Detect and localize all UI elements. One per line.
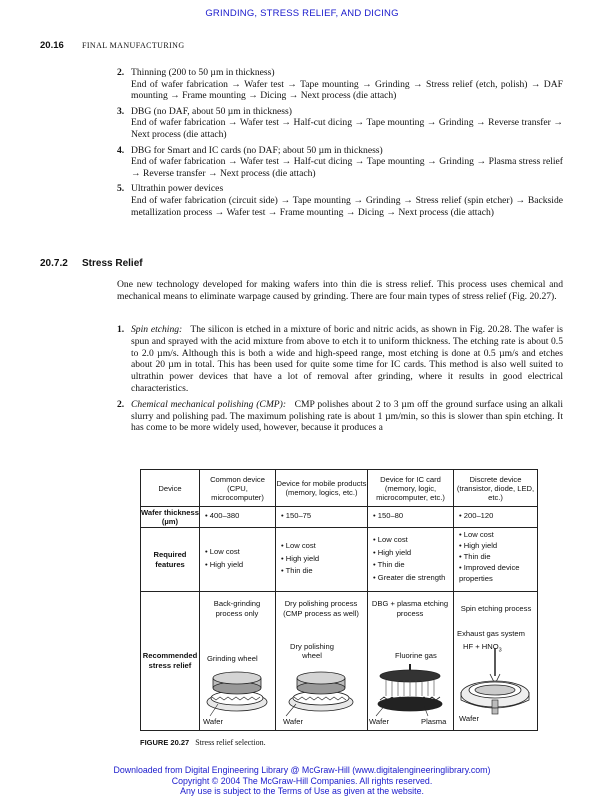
dry-polishing-wheel-label: Dry polishing wheel (290, 642, 334, 660)
list-item: 4. DBG for Smart and IC cards (no DAF; about 50 µm in thickness) End of wafer fabrication → Wafer test → Half-cut dicing → Tape mounting → Grinding → Plasma stress relief → Reverse transfer → Next process (die attach) (117, 144, 563, 179)
running-header: GRINDING, STRESS RELIEF, AND DICING (205, 8, 399, 19)
method-label: Dry polishing process (CMP process as well) (283, 599, 359, 618)
grinding-wheel-label: Grinding wheel (207, 654, 258, 663)
col-header: Common device (CPU, microcomputer) (210, 474, 265, 502)
wafer-label: Wafer (283, 717, 303, 726)
process-list (117, 67, 563, 222)
col-header: Device for mobile products (memory, logics, etc.) (276, 479, 367, 497)
footer-terms: Any use is subject to the Terms of Use as given at the website. (180, 786, 424, 796)
table-cell: • 200–120 (459, 510, 493, 523)
spin-etching-diagram (454, 646, 537, 718)
list-item: 5. Ultrathin power devices End of wafer fabrication (circuit side) → Tape mounting → Grinding → Stress relief (spin etcher) → Backside metallization process → Wafer test → Frame mounting → Dicing → Next process (die attach) (117, 183, 563, 218)
table-cell: • 150–80 (373, 510, 403, 523)
term: Spin etching: (131, 324, 183, 335)
method-label: Back-grinding process only (213, 599, 261, 618)
table-cell: • Low cost • High yield • Thin die • Improved device properties (459, 529, 537, 584)
section-number: 20.7.2 (40, 258, 68, 269)
figure-caption: FIGURE 20.27 Stress relief selection. (140, 738, 266, 747)
col-header: Device for IC card (memory, logic, microcomputer, etc.) (376, 474, 445, 502)
list-item: 2. Thinning (200 to 50 µm in thickness) End of wafer fabrication → Wafer test → Tape mounting → Grinding → Stress relief (etch, polish) → DAF mounting → Frame mounting → Dicing → Next process (die attach) (117, 67, 563, 102)
wafer-label: Wafer (203, 717, 223, 726)
section-intro: One new technology developed for making wafers into thin die is stress relief. This process uses chemical and mechanical means to eliminate warpage caused by grinding. There are four main types of stress relief (Fig. 20.27). (117, 279, 563, 302)
grinding-wheel-diagram (200, 664, 275, 722)
stress-relief-list (117, 324, 563, 438)
page-number: 20.16 (40, 40, 64, 51)
row-header: Recommended stress relief (142, 651, 198, 670)
exhaust-label: Exhaust gas system (457, 629, 525, 638)
term: Chemical mechanical polishing (CMP): (131, 398, 287, 410)
table-cell: • Low cost • High yield • Thin die • Greater die strength (373, 534, 445, 584)
plasma-label: Plasma (421, 717, 447, 726)
footer (0, 765, 604, 797)
fluorine-gas-label: Fluorine gas (395, 651, 437, 660)
list-item: 1. Spin etching: The silicon is etched in a mixture of boric and nitric acids, as shown in Fig. 20.28. The wafer is spun and sprayed with the acid mixture from above to etch it to uniform thickness. The etching rate is about 0.5 to 2.0 µm/s. Although this is both a wide and high-speed range, most etching is done at 0.5 µm/s and etches about 20 µm in total. This has been used for quite some time for IC cards. This method is also well suited to ultrathin power devices that have a lot of removal after grinding, where it results in good electrical characteristics. (117, 324, 563, 394)
footer-copyright: Copyright © 2004 The McGraw-Hill Companies. All rights reserved. (171, 775, 433, 786)
list-item: 2. Chemical mechanical polishing (CMP): CMP polishes about 2 to 3 µm off the ground surface using an alkali slurry and polishing pad. The maximum polishing rate is about 1 µm/min, so this is slower than spin etching. It has come to be more widely used, however, because it produces a (117, 398, 563, 434)
table-cell: • Low cost • High yield (205, 546, 243, 571)
wafer-label: Wafer (369, 717, 389, 726)
method-label: DBG + plasma etching process (371, 599, 449, 618)
plasma-etching-diagram (368, 664, 453, 722)
stress-relief-table (140, 469, 538, 731)
table-cell: • Low cost • High yield • Thin die (281, 540, 319, 578)
section-title: Stress Relief (82, 258, 143, 269)
footer-link[interactable]: Downloaded from Digital Engineering Library @ McGraw-Hill (www.digitalengineeringlibrary.com) (113, 765, 491, 775)
part-title: FINAL MANUFACTURING (82, 41, 185, 50)
list-item: 3. DBG (no DAF, about 50 µm in thickness) End of wafer fabrication → Wafer test → Half-cut dicing → Tape mounting → Grinding → Reverse transfer → Next process (die attach) (117, 105, 563, 140)
col-header: Device (158, 483, 182, 493)
row-header: Wafer thickness (µm) (141, 508, 199, 526)
chem-label: HF + $HNO_3$ (463, 642, 502, 654)
col-header: Discrete device (transistor, diode, LED, etc.) (456, 474, 535, 502)
table-cell: • 150–75 (281, 510, 311, 523)
wafer-label: Wafer (459, 714, 479, 723)
table-cell: • 400–380 (205, 510, 239, 523)
row-header: Required features (153, 549, 187, 569)
method-label: Spin etching process (460, 604, 532, 613)
dry-polishing-diagram (276, 664, 367, 722)
